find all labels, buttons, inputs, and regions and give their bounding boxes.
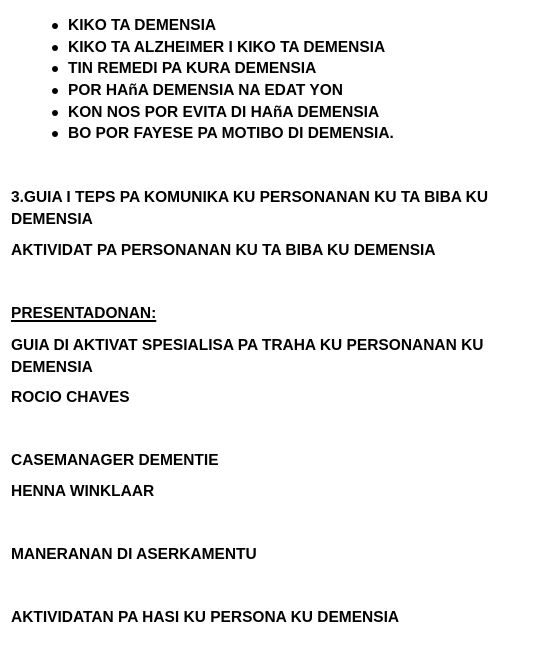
bullet-dot — [52, 23, 58, 29]
bullet-item — [0, 80, 540, 102]
section3-activity: AKTIVIDAT PA PERSONANAN KU TA BIBA KU DEMENSIA — [11, 242, 436, 259]
presenters-title: PRESENTADONAN: — [11, 305, 157, 322]
bullet-dot — [52, 45, 58, 51]
bullet-item — [0, 15, 540, 37]
bullet-item — [0, 102, 540, 124]
topic-approach: MANERANAN DI ASERKAMENTU — [11, 546, 257, 563]
presenter-role-2: CASEMANAGER DEMENTIE — [11, 452, 219, 469]
topic-bullet-list — [0, 15, 540, 145]
bullet-dot — [52, 110, 58, 116]
bullet-item — [0, 58, 540, 80]
topic-activities: AKTIVIDATAN PA HASI KU PERSONA KU DEMENSIA — [11, 609, 400, 626]
presenter-name-2: HENNA WINKLAAR — [11, 483, 155, 500]
bullet-text: KIKO TA ALZHEIMER I KIKO TA DEMENSIA — [68, 38, 386, 56]
bullet-item — [0, 123, 540, 145]
bullet-item — [0, 37, 540, 59]
bullet-text: KIKO TA DEMENSIA — [68, 17, 217, 34]
bullet-dot — [52, 131, 58, 137]
presenter-name-1: ROCIO CHAVES — [11, 389, 130, 406]
bullet-text: TIN REMEDI PA KURA DEMENSIA — [68, 60, 317, 78]
bullet-text: KON NOS POR EVITA DI HAñA DEMENSIA — [68, 103, 380, 121]
bullet-text: POR HAñA DEMENSIA NA EDAT YON — [68, 82, 343, 100]
bullet-dot — [52, 88, 58, 94]
bullet-dot — [52, 66, 58, 72]
section3-heading: 3.GUIA I TEPS PA KOMUNIKA KU PERSONANAN KU TA BIBA KU DEMENSIA — [11, 189, 489, 228]
bullet-text: BO POR FAYESE PA MOTIBO DI DEMENSIA. — [68, 125, 394, 143]
presenter-role-1: GUIA DI AKTIVAT SPESIALISA PA TRAHA KU PERSONANAN KU DEMENSIA — [11, 337, 484, 376]
